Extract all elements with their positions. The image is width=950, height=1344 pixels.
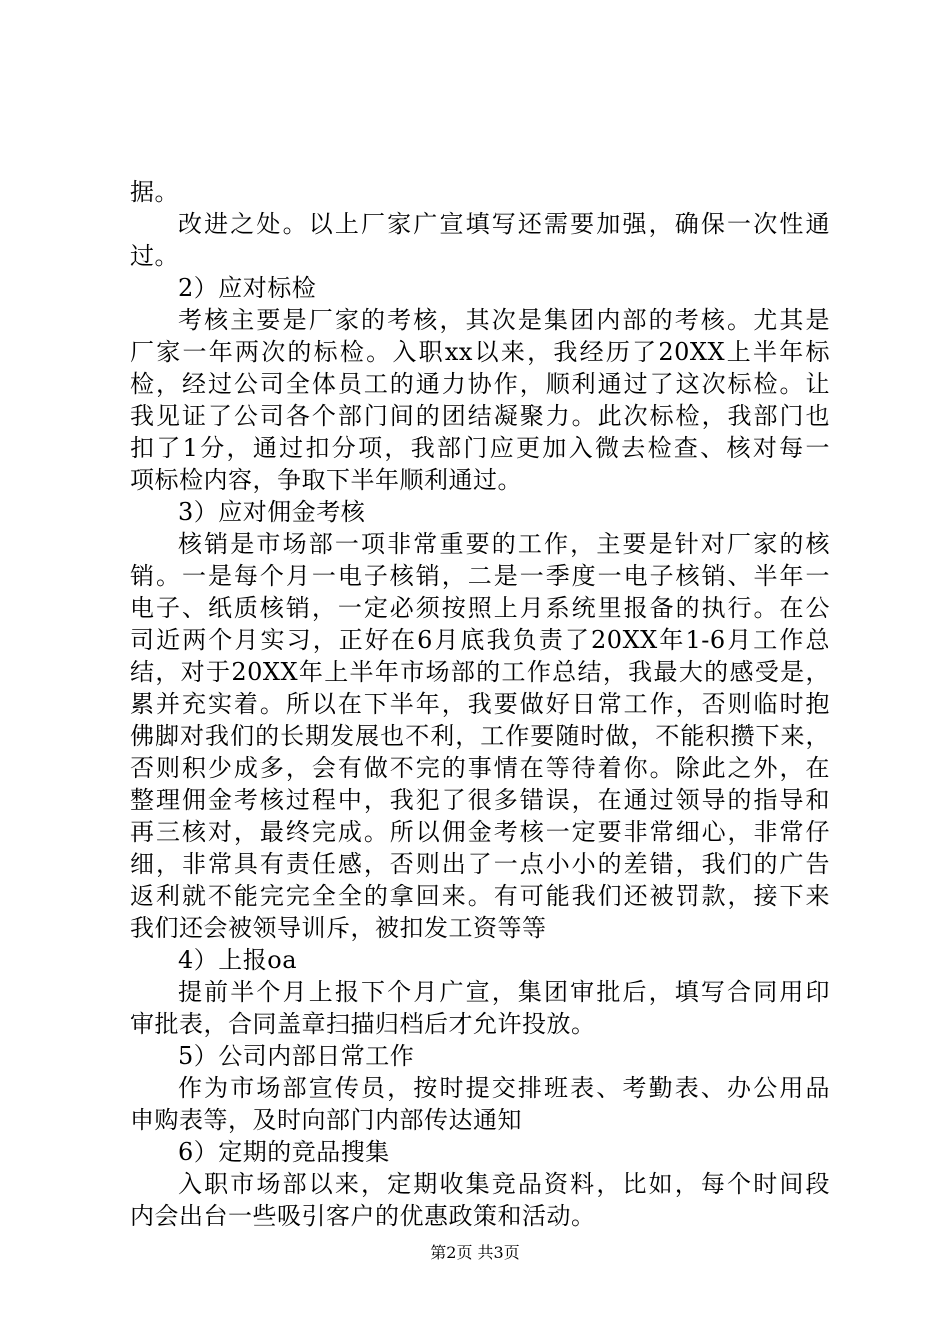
text-line: 佛脚对我们的长期发展也不利，工作要随时做，不能积攒下来， [130,722,830,750]
paragraph-start-line: 核销是市场部一项非常重要的工作，主要是针对厂家的核 [178,530,830,558]
section-heading: 3）应对佣金考核 [178,498,366,526]
text-line: 累并充实着。所以在下半年，我要做好日常工作，否则临时抱 [130,690,830,718]
text-line: 结，对于20XX年上半年市场部的工作总结，我最大的感受是， [130,658,830,686]
paragraph-start-line: 作为市场部宣传员，按时提交排班表、考勤表、办公用品 [178,1074,830,1102]
text-line: 销。一是每个月一电子核销，二是一季度一电子核销、半年一 [130,562,830,590]
text-line: 项标检内容，争取下半年顺利通过。 [130,466,522,494]
text-line: 申购表等，及时向部门内部传达通知 [130,1106,522,1134]
text-line: 审批表，合同盖章扫描归档后才允许投放。 [130,1010,596,1038]
text-line: 据。 [130,178,179,206]
text-line: 我见证了公司各个部门间的团结凝聚力。此次标检，我部门也 [130,402,830,430]
text-line: 整理佣金考核过程中，我犯了很多错误，在通过领导的指导和 [130,786,830,814]
text-line: 否则积少成多，会有做不完的事情在等待着你。除此之外，在 [130,754,830,782]
text-line: 过。 [130,242,179,270]
text-line: 检，经过公司全体员工的通力协作，顺利通过了这次标检。让 [130,370,830,398]
text-line: 电子、纸质核销，一定必须按照上月系统里报备的执行。在公 [130,594,830,622]
paragraph-start-line: 入职市场部以来，定期收集竞品资料，比如，每个时间段 [178,1170,830,1198]
text-line: 再三核对，最终完成。所以佣金考核一定要非常细心，非常仔 [130,818,830,846]
paragraph-start-line: 考核主要是厂家的考核，其次是集团内部的考核。尤其是 [178,306,830,334]
section-heading: 5）公司内部日常工作 [178,1042,415,1070]
paragraph-start-line: 改进之处。以上厂家广宣填写还需要加强，确保一次性通 [178,210,830,238]
text-line: 扣了1分，通过扣分项，我部门应更加入微去检查、核对每一 [130,434,830,462]
paragraph-start-line: 提前半个月上报下个月广宣，集团审批后，填写合同用印 [178,978,830,1006]
text-line: 司近两个月实习，正好在6月底我负责了20XX年1-6月工作总 [130,626,830,654]
text-line: 细，非常具有责任感，否则出了一点小小的差错，我们的广告 [130,850,830,878]
text-line: 我们还会被领导训斥，被扣发工资等等 [130,914,547,942]
text-line: 返利就不能完完全全的拿回来。有可能我们还被罚款，接下来 [130,882,830,910]
text-line: 内会出台一些吸引客户的优惠政策和活动。 [130,1202,596,1230]
section-heading: 4）上报oa [178,946,298,974]
text-line: 厂家一年两次的标检。入职xx以来，我经历了20XX上半年标 [130,338,830,366]
section-heading: 2）应对标检 [178,274,317,302]
page-number-footer: 第2页 共3页 [430,1243,520,1262]
section-heading: 6）定期的竞品搜集 [178,1138,390,1166]
document-body [130,176,830,1232]
